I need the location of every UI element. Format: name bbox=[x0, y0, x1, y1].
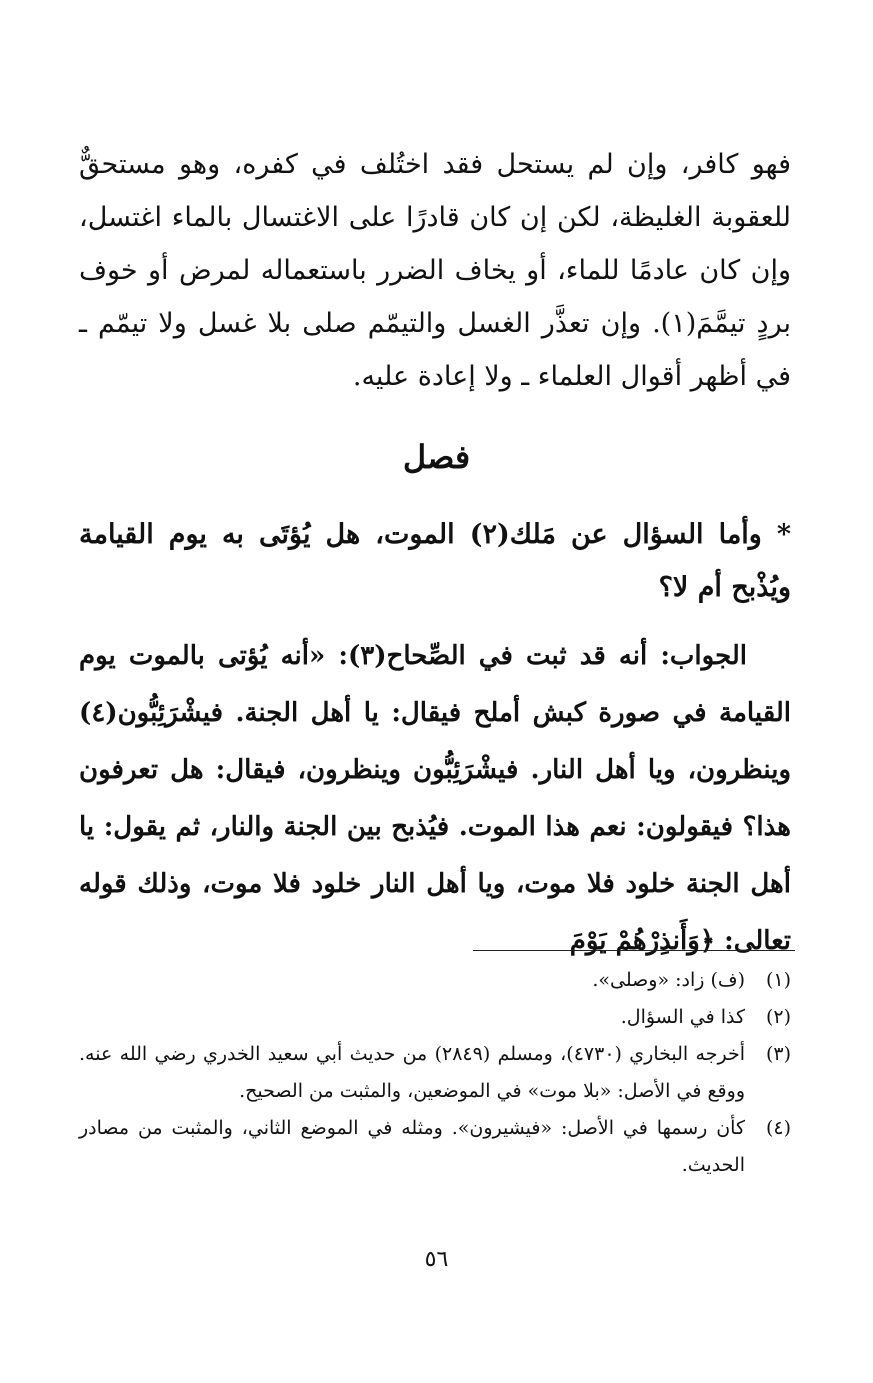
footnote-item bbox=[79, 962, 791, 999]
footnote-text: كأن رسمها في الأصل: «فيشيرون». ومثله في الموضع الثاني، والمثبت من مصادر الحديث. bbox=[79, 1117, 745, 1176]
paragraph-continuation: فهو كافر، وإن لم يستحل فقد اختُلف في كفره، وهو مستحقٌّ للعقوبة الغليظة، لكن إن كان قادرًا على الاغتسال بالماء اغتسل، وإن كان عادمًا للماء، أو يخاف الضرر باستعماله لمرض أو خوف بردٍ تيمَّمَ(١). وإن تعذَّر الغسل والتيمّم صلى بلا غسل ولا تيمّم ـ في أظهر أقوال العلماء ـ ولا إعادة عليه. bbox=[79, 149, 791, 392]
footnote-text: (ف) زاد: «وصلى». bbox=[592, 969, 745, 991]
footnotes-list bbox=[79, 962, 791, 1184]
footnote-text: أخرجه البخاري (٤٧٣٠)، ومسلم (٢٨٤٩) من حديث أبي سعيد الخدري رضي الله عنه. ووقع في الأصل: «بلا موت» في الموضعين، والمثبت من الصحيح. bbox=[79, 1043, 745, 1102]
footnote-number: (٢) bbox=[765, 1006, 791, 1028]
page-number: ٥٦ bbox=[424, 1247, 449, 1272]
answer-paragraph: الجواب: أنه قد ثبت في الصِّحاح(٣): «أنه يُؤتى بالموت يوم القيامة في صورة كبش أملح فيقال: يا أهل الجنة. فيشْرَئِبُّون(٤) وينظرون، ويا أهل النار. فيشْرَئِبُّون وينظرون، فيقال: هل تعرفون هذا؟ فيقولون: نعم هذا الموت. فيُذبح بين الجنة والنار، ثم يقول: يا أهل الجنة خلود فلا موت، ويا أهل النار خلود فلا موت، وذلك قوله تعالى: ﴿وَأَنذِرْهُمْ يَوْمَ bbox=[79, 641, 791, 956]
footnote-text: كذا في السؤال. bbox=[620, 1006, 745, 1028]
footnote-number: (٤) bbox=[765, 1117, 791, 1139]
footnote-item bbox=[79, 999, 791, 1036]
section-heading: فصل bbox=[402, 438, 471, 476]
footnote-item bbox=[79, 1036, 791, 1110]
footnote-number: (٣) bbox=[765, 1043, 791, 1065]
footnote-number: (١) bbox=[765, 969, 791, 991]
question-paragraph: * وأما السؤال عن مَلك(٢) الموت، هل يُؤتَى به يوم القيامة ويُذْبح أم لا؟ bbox=[79, 519, 791, 603]
footnote-item bbox=[79, 1110, 791, 1184]
footnote-separator bbox=[473, 950, 795, 951]
